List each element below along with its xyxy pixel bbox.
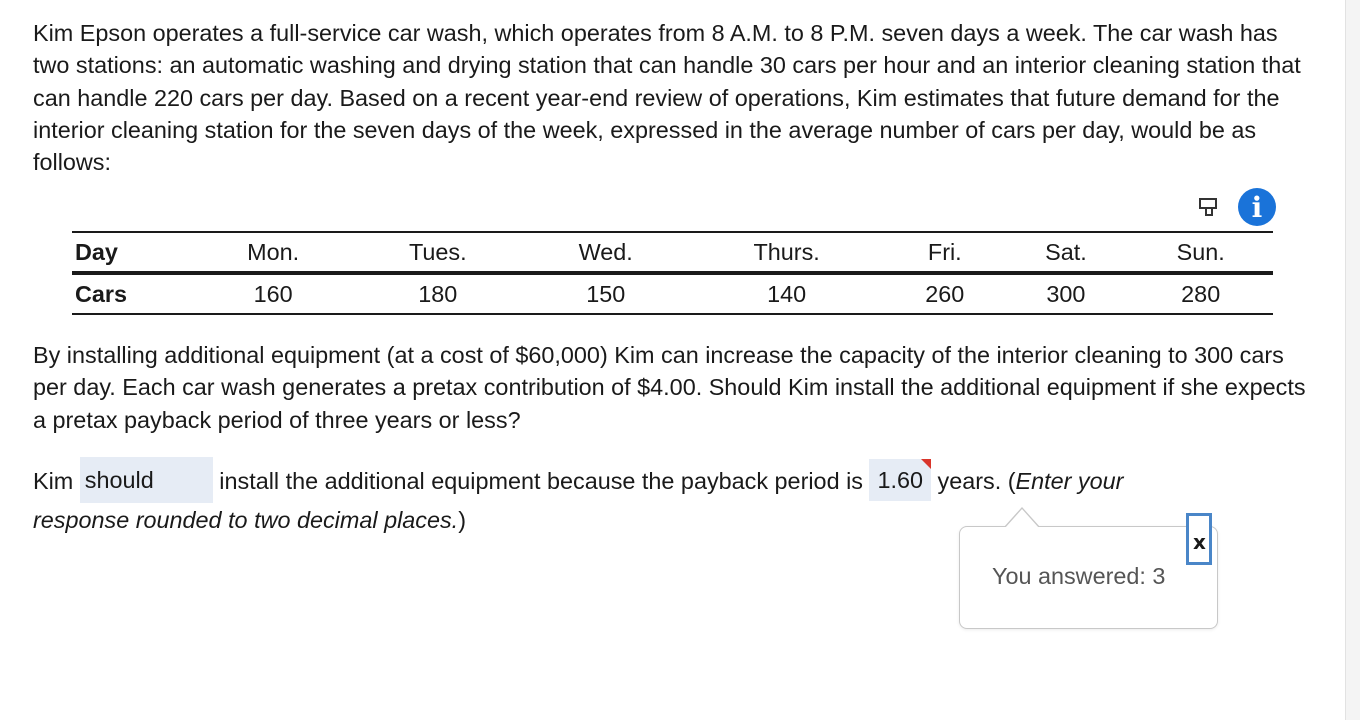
day-cell: Sat. [1045, 238, 1087, 265]
answer-prefix: Kim [33, 468, 74, 495]
answer-middle: install the additional equipment because the payback period is [219, 468, 863, 495]
incorrect-marker [921, 459, 931, 469]
copy-icon[interactable] [1196, 194, 1222, 220]
close-icon[interactable] [1186, 513, 1212, 565]
instruction-line2-wrap [33, 504, 466, 536]
answer-sentence [33, 460, 1308, 533]
should-select-value: should [84, 467, 154, 493]
day-cell: Tues. [408, 238, 467, 265]
cars-cell: 280 [1181, 280, 1221, 307]
table-header-row [72, 232, 1273, 273]
close-glyph: x [1193, 530, 1206, 554]
cars-cell: 160 [253, 280, 293, 307]
payback-input-value: 1.60 [877, 467, 923, 493]
instruction-close-paren: ) [458, 507, 466, 533]
payback-input[interactable] [869, 459, 931, 501]
row-header-day: Day [75, 238, 118, 265]
instruction-line1: Enter your [1015, 468, 1124, 495]
problem-statement: Kim Epson operates a full-service car wash, which operates from 8 A.M. to 8 P.M. seven days a week. The car wash has two stations: an automatic washing and drying station that can handle 30 cars per hour and an interior cleaning station that can handle 220 cars per day. Based on a recent year-end review of operations, Kim estimates that future demand for the interior cleaning station for the seven days of the week, expressed in the average number of cars per day, would be as follows: [33, 20, 1301, 176]
day-cell: Thurs. [753, 238, 820, 265]
answer-suffix: years. ( [937, 468, 1016, 495]
instruction-line2: response rounded to two decimal places. [33, 507, 459, 533]
feedback-text: You answered: 3 [992, 563, 1166, 589]
demand-table [72, 231, 1273, 315]
day-cell: Wed. [578, 238, 633, 265]
day-cell: Mon. [247, 238, 300, 265]
table-toolbar [1196, 187, 1276, 227]
question-text: By installing additional equipment (at a cost of $60,000) Kim can increase the capacity of the interior cleaning to 300 cars per day. Each car wash generates a pretax contribution of $4.00. Should Kim install the additional equipment if she expects a pretax payback period of three years or less? [33, 342, 1306, 433]
day-cell: Sun. [1176, 238, 1225, 265]
info-icon[interactable] [1238, 188, 1276, 226]
row-header-cars: Cars [75, 280, 128, 307]
day-cell: Fri. [927, 238, 962, 265]
info-glyph: i [1251, 190, 1263, 224]
scrollbar[interactable] [1345, 0, 1360, 720]
feedback-popup-arrow-fill [1005, 509, 1039, 528]
cars-cell: 260 [925, 280, 965, 307]
cars-cell: 150 [586, 280, 626, 307]
should-select[interactable] [80, 457, 213, 503]
cars-cell: 180 [418, 280, 458, 307]
cars-cell: 300 [1046, 280, 1086, 307]
table-row [72, 273, 1273, 314]
cars-cell: 140 [767, 280, 807, 307]
